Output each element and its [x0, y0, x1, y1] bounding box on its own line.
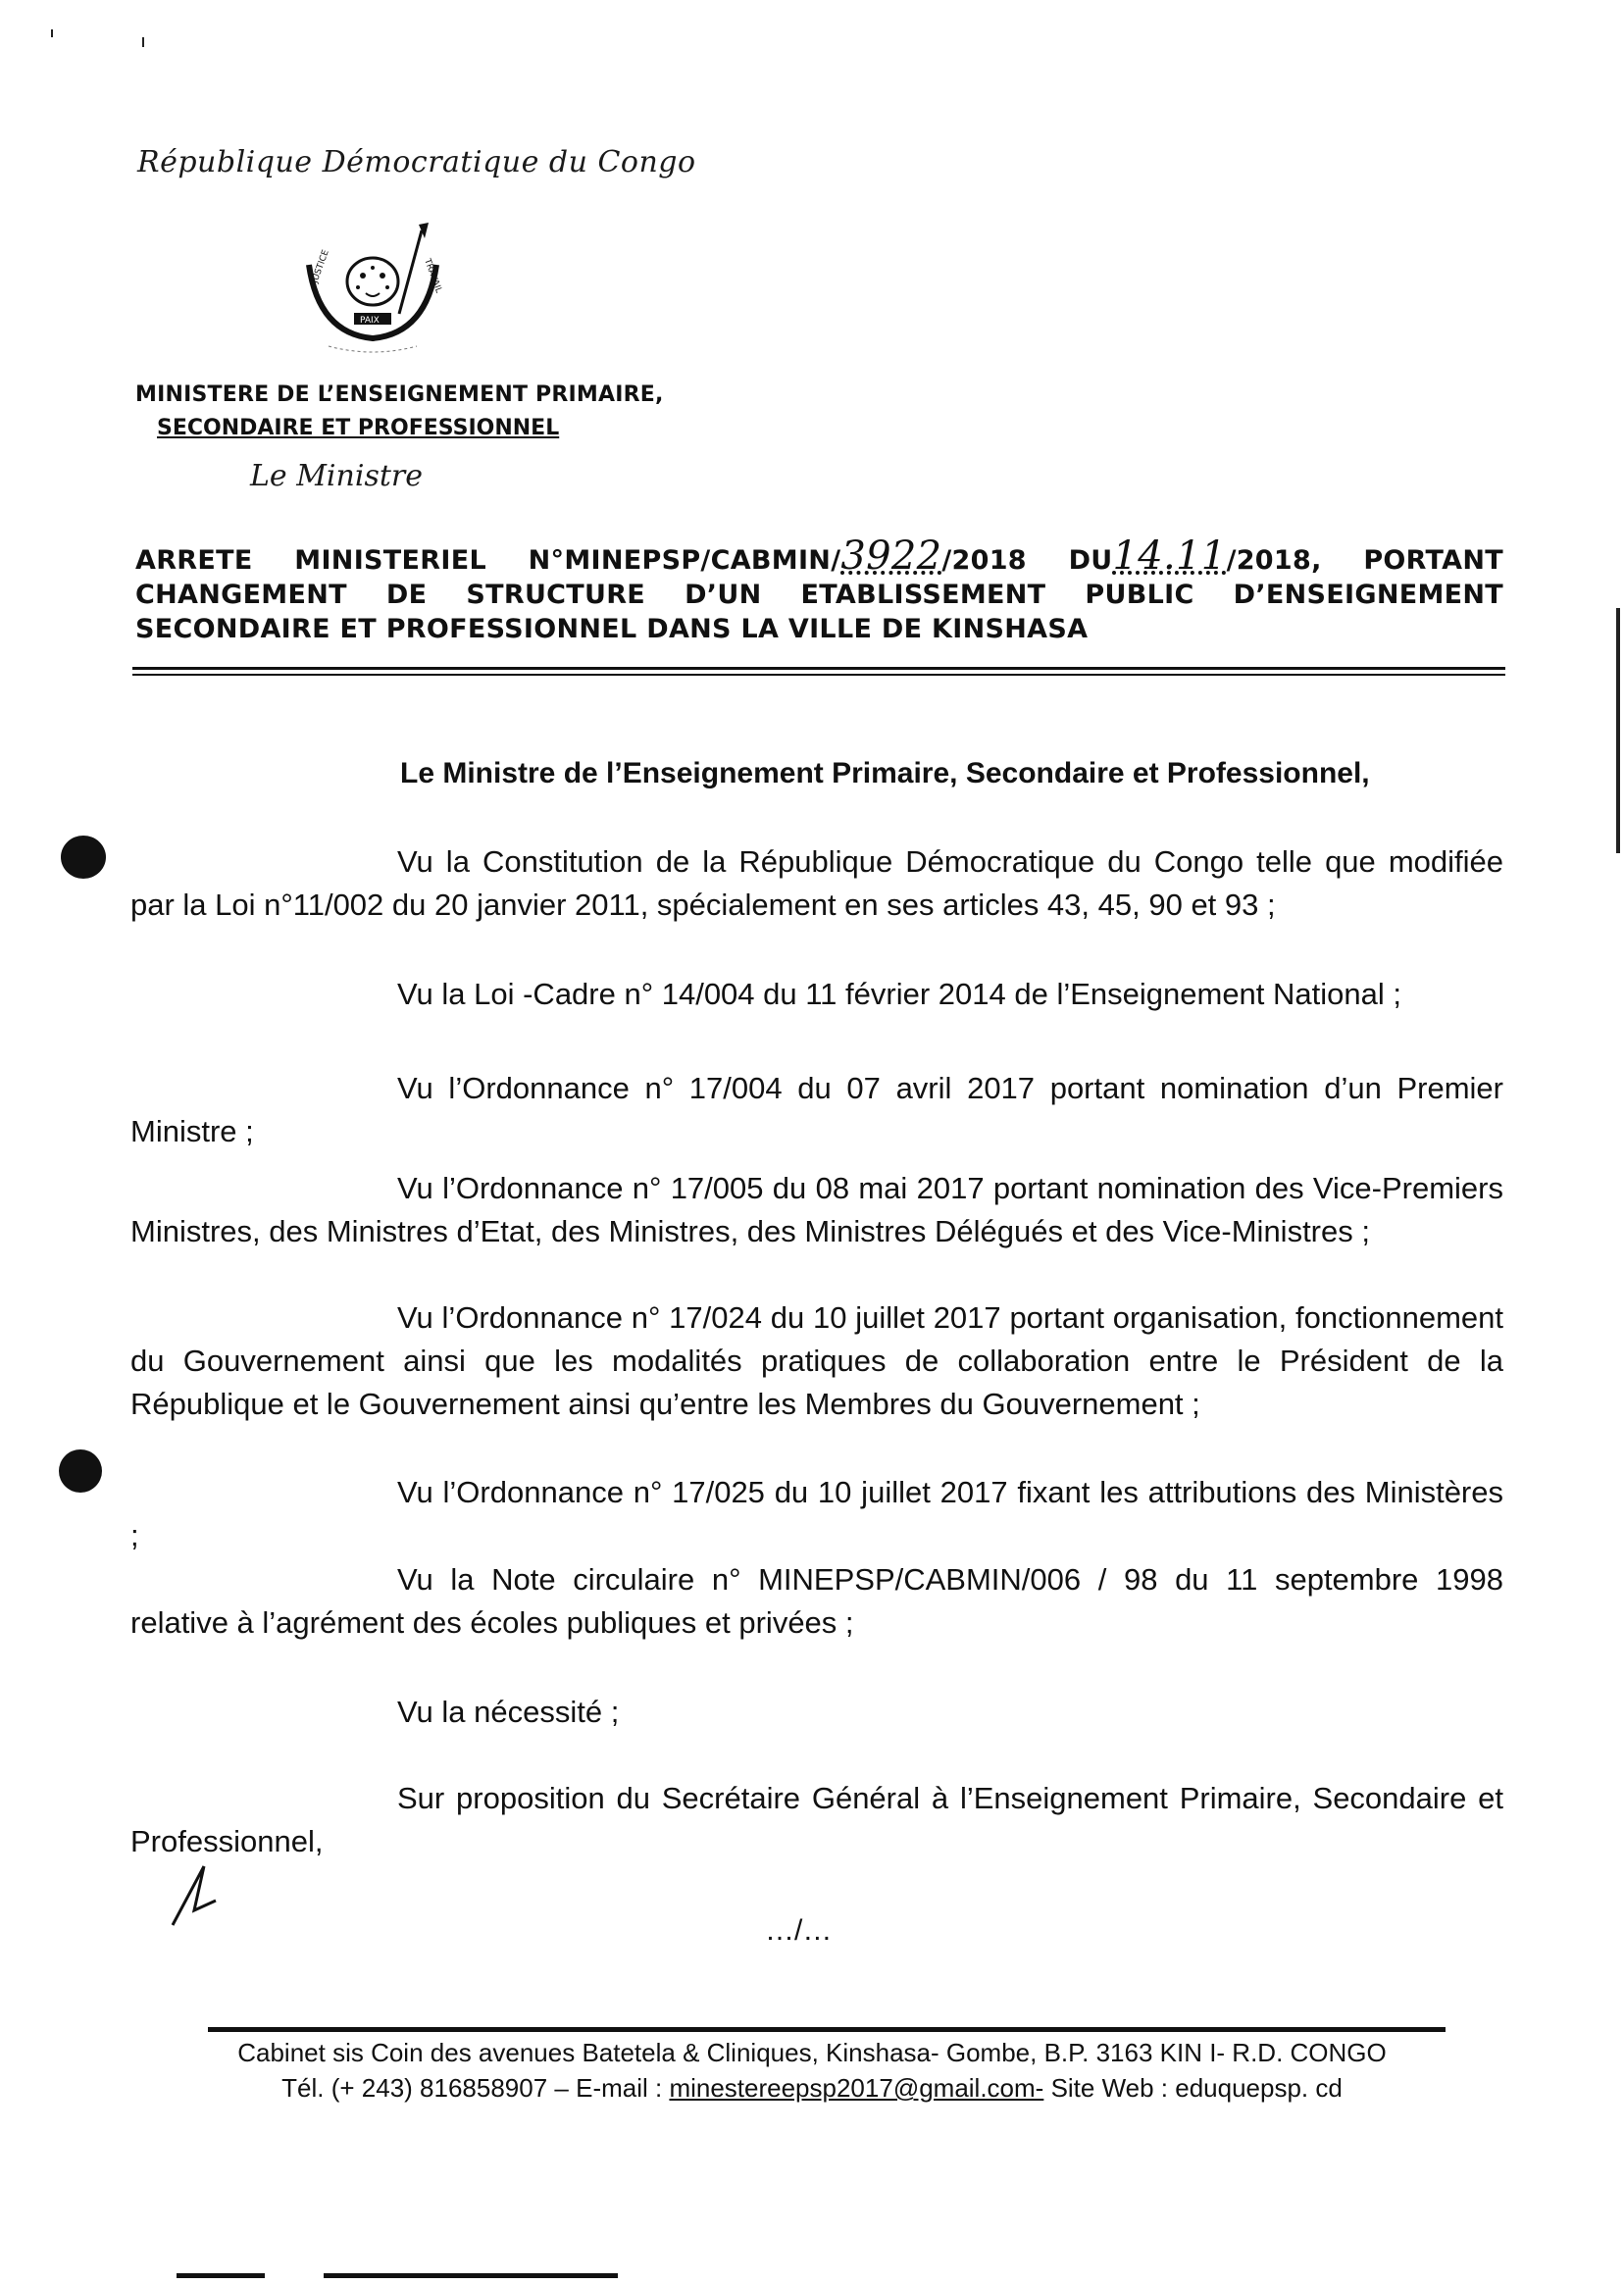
considerant-paragraph: Vu la Loi -Cadre n° 14/004 du 11 février 2014 de l’Enseignement National ;: [397, 977, 1401, 1011]
scan-bottom-mark: [177, 2273, 265, 2278]
ministry-name-line2: SECONDAIRE ET PROFESSIONNEL: [157, 416, 560, 440]
ministry-name-line1: MINISTERE DE L’ENSEIGNEMENT PRIMAIRE,: [135, 382, 664, 407]
footer-website: Site Web : eduquepsp. cd: [1043, 2073, 1343, 2103]
svg-text:PAIX: PAIX: [360, 316, 380, 326]
svg-text:JUSTICE: JUSTICE: [310, 248, 331, 285]
footer-email-link[interactable]: minestereepsp2017@gmail.com-: [669, 2073, 1044, 2103]
punch-hole-mark: [59, 1449, 102, 1493]
considerant-paragraph: Vu l’Ordonnance n° 17/024 du 10 juillet 2017 portant organisation, fonctionnement du Gouvernement ainsi que les modalités pratiques de collaboration entre le Président de la République et le Gouvernement ainsi qu’entre les Membres du Gouvernement ;: [130, 1300, 1503, 1421]
minister-signature-heading: Le Ministre: [250, 459, 423, 493]
scan-mark: [142, 37, 144, 47]
decree-title: [135, 533, 1503, 646]
considerant-paragraph: Vu l’Ordonnance n° 17/005 du 08 mai 2017 portant nomination des Vice-Premiers Ministres, des Ministres d’Etat, des Ministres, des Ministres Délégués et des Vice-Ministres ;: [130, 1171, 1503, 1248]
punch-hole-mark: [61, 836, 106, 879]
scan-mark: [51, 29, 53, 37]
svg-text:TRAVAIL: TRAVAIL: [422, 257, 444, 295]
considerant-paragraph: Vu l’Ordonnance n° 17/025 du 10 juillet 2017 fixant les attributions des Ministères ;: [130, 1475, 1503, 1552]
considerant-paragraph: Vu la nécessité ;: [397, 1695, 620, 1729]
page-continuation-mark: …/…: [765, 1914, 833, 1947]
scan-edge-mark: [1616, 608, 1620, 853]
footer-phone: Tél. (+ 243) 816858907 – E-mail :: [281, 2073, 670, 2103]
republic-heading: République Démocratique du Congo: [137, 145, 696, 179]
footer-divider: [208, 2027, 1446, 2032]
title-divider: [132, 667, 1505, 670]
decree-title-suffix: /2018, PORTANT CHANGEMENT DE STRUCTURE D’UN ETABLISSEMENT PUBLIC D’ENSEIGNEMENT SECONDAIRE ET PROFESSIONNEL DANS LA VILLE DE KINSHASA: [135, 545, 1503, 644]
decree-title-prefix: ARRETE MINISTERIEL N°MINEPSP/CABMIN/: [135, 545, 841, 576]
decree-title-mid: /2018 DU: [941, 545, 1113, 576]
title-divider-secondary: [132, 674, 1505, 676]
initial-signature-mark: [165, 1861, 224, 1930]
coat-of-arms-emblem: [289, 221, 456, 358]
considerant-paragraph: Vu l’Ordonnance n° 17/004 du 07 avril 2017 portant nomination d’un Premier Ministre ;: [130, 1071, 1503, 1148]
footer-address: Cabinet sis Coin des avenues Batetela & Cliniques, Kinshasa- Gombe, B.P. 3163 KIN I- R.D. CONGO: [237, 2038, 1387, 2067]
considerant-paragraph: Vu la Note circulaire n° MINEPSP/CABMIN/006 / 98 du 11 septembre 1998 relative à l’agrément des écoles publiques et privées ;: [130, 1562, 1503, 1640]
scan-bottom-mark: [324, 2273, 618, 2278]
decree-number-handwritten: 3922: [840, 533, 942, 579]
considerant-paragraph: Sur proposition du Secrétaire Général à l’Enseignement Primaire, Secondaire et Professionnel,: [130, 1781, 1503, 1858]
decree-date-handwritten: 14.11: [1112, 533, 1227, 579]
footer-contact: [0, 2073, 1624, 2104]
minister-heading: Le Ministre de l’Enseignement Primaire, Secondaire et Professionnel,: [400, 757, 1370, 789]
considerant-paragraph: Vu la Constitution de la République Démocratique du Congo telle que modifiée par la Loi n°11/002 du 20 janvier 2011, spécialement en ses articles 43, 45, 90 et 93 ;: [130, 844, 1503, 922]
